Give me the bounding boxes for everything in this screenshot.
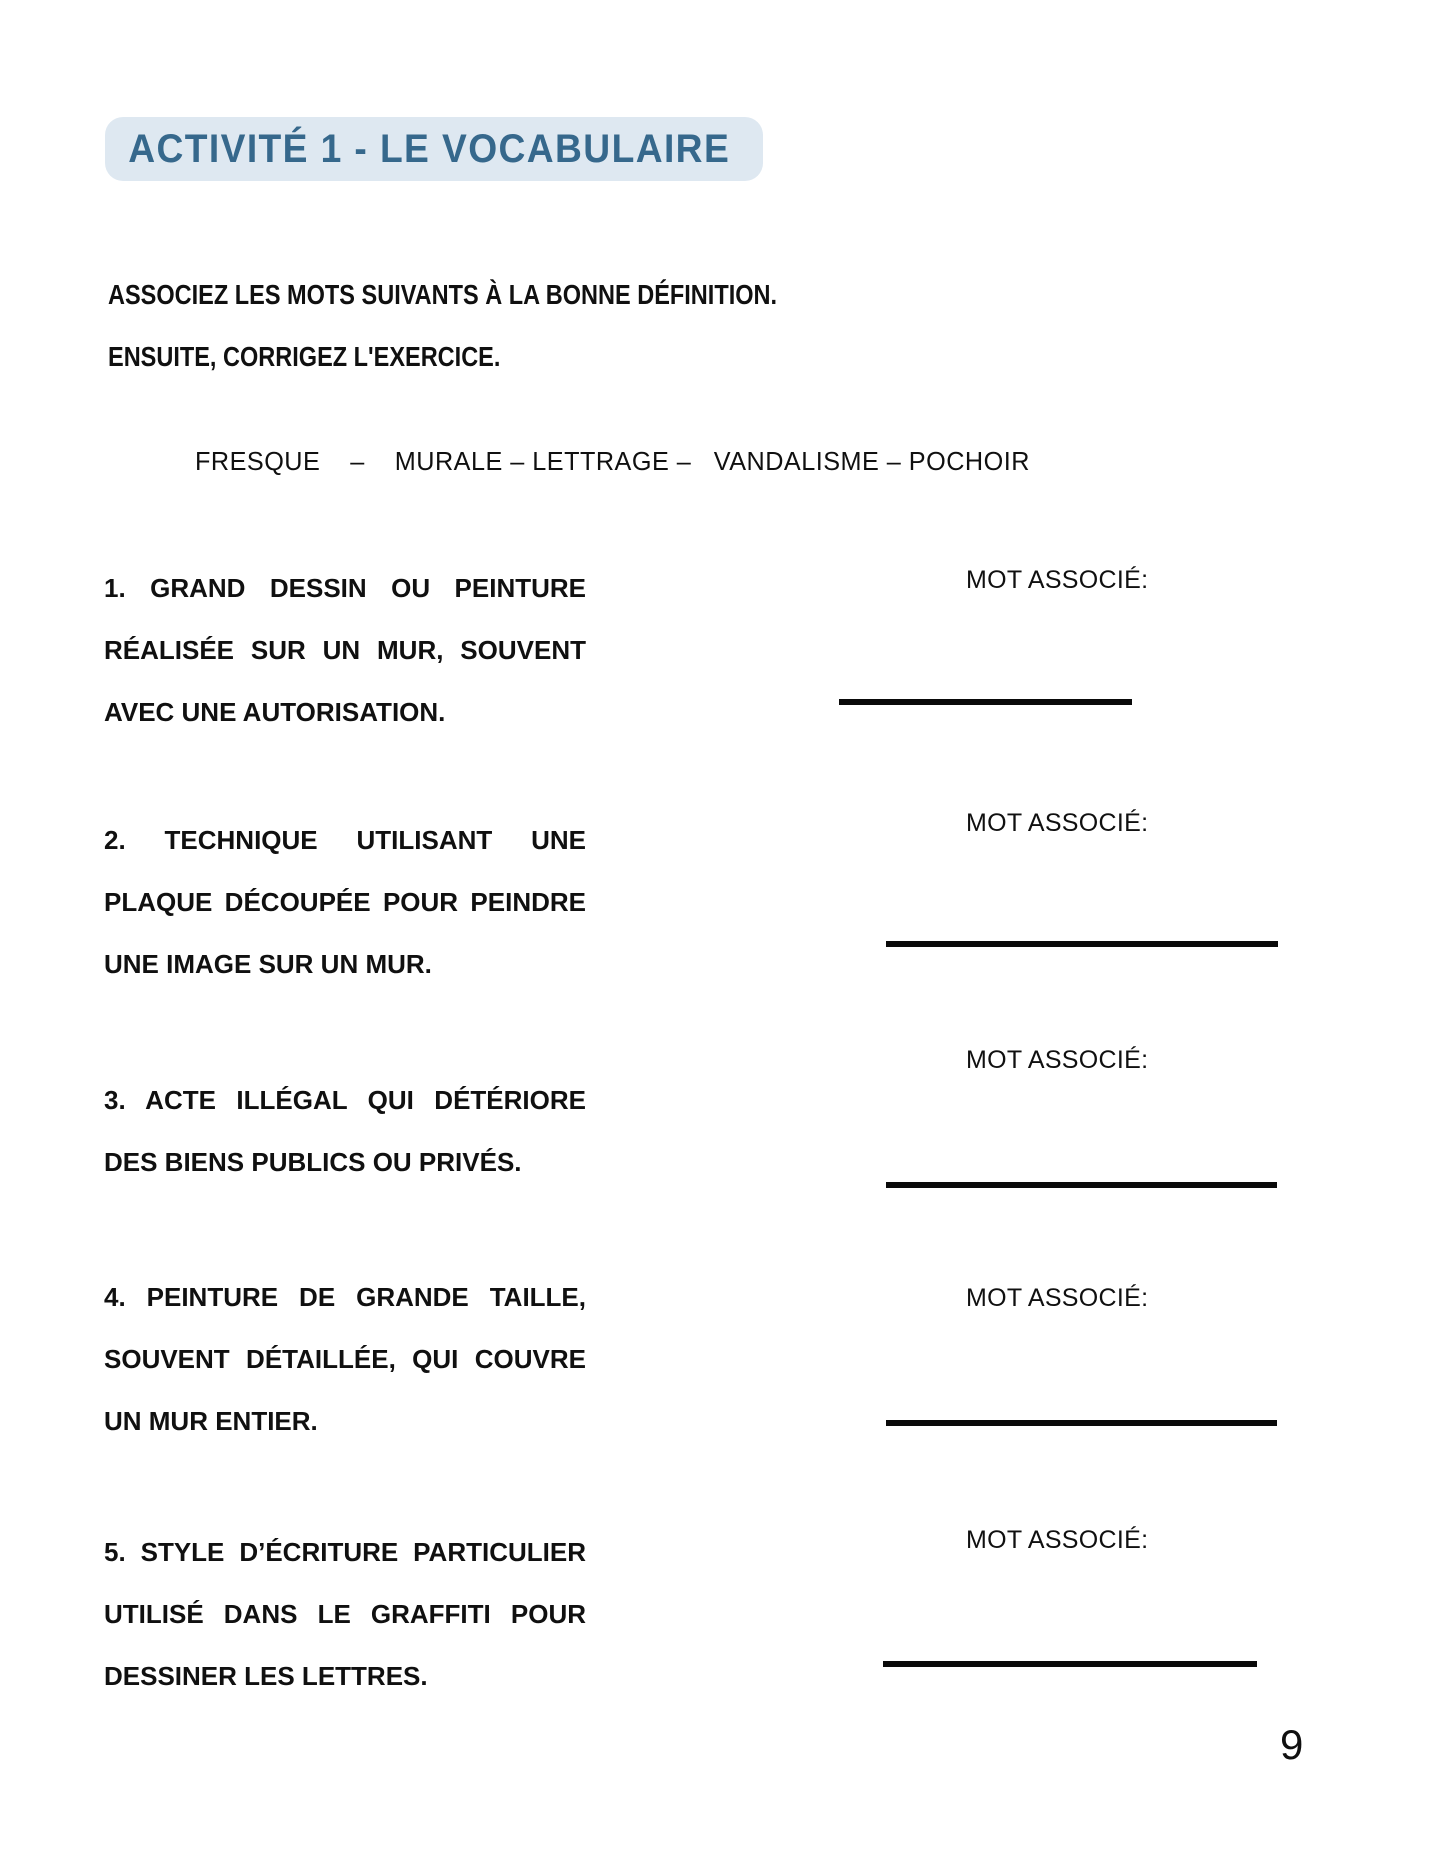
instruction-line-1: ASSOCIEZ LES MOTS SUIVANTS À LA BONNE DÉFINITION. [108,279,778,310]
activity-title-badge [105,117,763,181]
instruction-line-2: ENSUITE, CORRIGEZ L'EXERCICE. [108,341,501,372]
definition-2 [104,809,586,995]
definition-4 [104,1266,586,1452]
definition-5-line-1: 5. STYLE D’ÉCRITURE PARTICULIER [104,1537,586,1567]
definition-2-line-3: UNE IMAGE SUR UN MUR. [104,949,432,979]
definition-5 [104,1521,586,1707]
answer-label-5: MOT ASSOCIÉ: [966,1526,1149,1554]
definition-4-line-2: SOUVENT DÉTAILLÉE, QUI COUVRE [104,1344,586,1374]
answer-blank-3 [886,1182,1277,1188]
word-bank: FRESQUE – MURALE – LETTRAGE – VANDALISME – POCHOIR [195,446,1030,476]
answer-blank-5 [883,1661,1257,1667]
answer-blank-1 [839,699,1132,705]
answer-blank-4 [886,1420,1277,1426]
page-number: 9 [1280,1721,1304,1768]
answer-blank-2 [886,941,1278,947]
definition-4-line-3: UN MUR ENTIER. [104,1406,318,1436]
answer-label-4: MOT ASSOCIÉ: [966,1284,1149,1312]
definition-3-line-1: 3. ACTE ILLÉGAL QUI DÉTÉRIORE [104,1085,586,1115]
answer-label-1: MOT ASSOCIÉ: [966,566,1149,594]
definition-3 [104,1069,586,1193]
definition-1-line-3: AVEC UNE AUTORISATION. [104,697,446,727]
definition-1-line-1: 1. GRAND DESSIN OU PEINTURE [104,573,586,603]
definition-2-line-2: PLAQUE DÉCOUPÉE POUR PEINDRE [104,887,586,917]
definition-1-line-2: RÉALISÉE SUR UN MUR, SOUVENT [104,635,586,665]
definition-1 [104,557,586,743]
definition-4-line-1: 4. PEINTURE DE GRANDE TAILLE, [104,1282,586,1312]
answer-label-3: MOT ASSOCIÉ: [966,1046,1149,1074]
definition-3-line-2: DES BIENS PUBLICS OU PRIVÉS. [104,1147,522,1177]
definition-5-line-3: DESSINER LES LETTRES. [104,1661,428,1691]
definition-2-line-1: 2. TECHNIQUE UTILISANT UNE [104,825,586,855]
definition-5-line-2: UTILISÉ DANS LE GRAFFITI POUR [104,1599,586,1629]
activity-title: ACTIVITÉ 1 - LE VOCABULAIRE [128,127,731,171]
answer-label-2: MOT ASSOCIÉ: [966,809,1149,837]
